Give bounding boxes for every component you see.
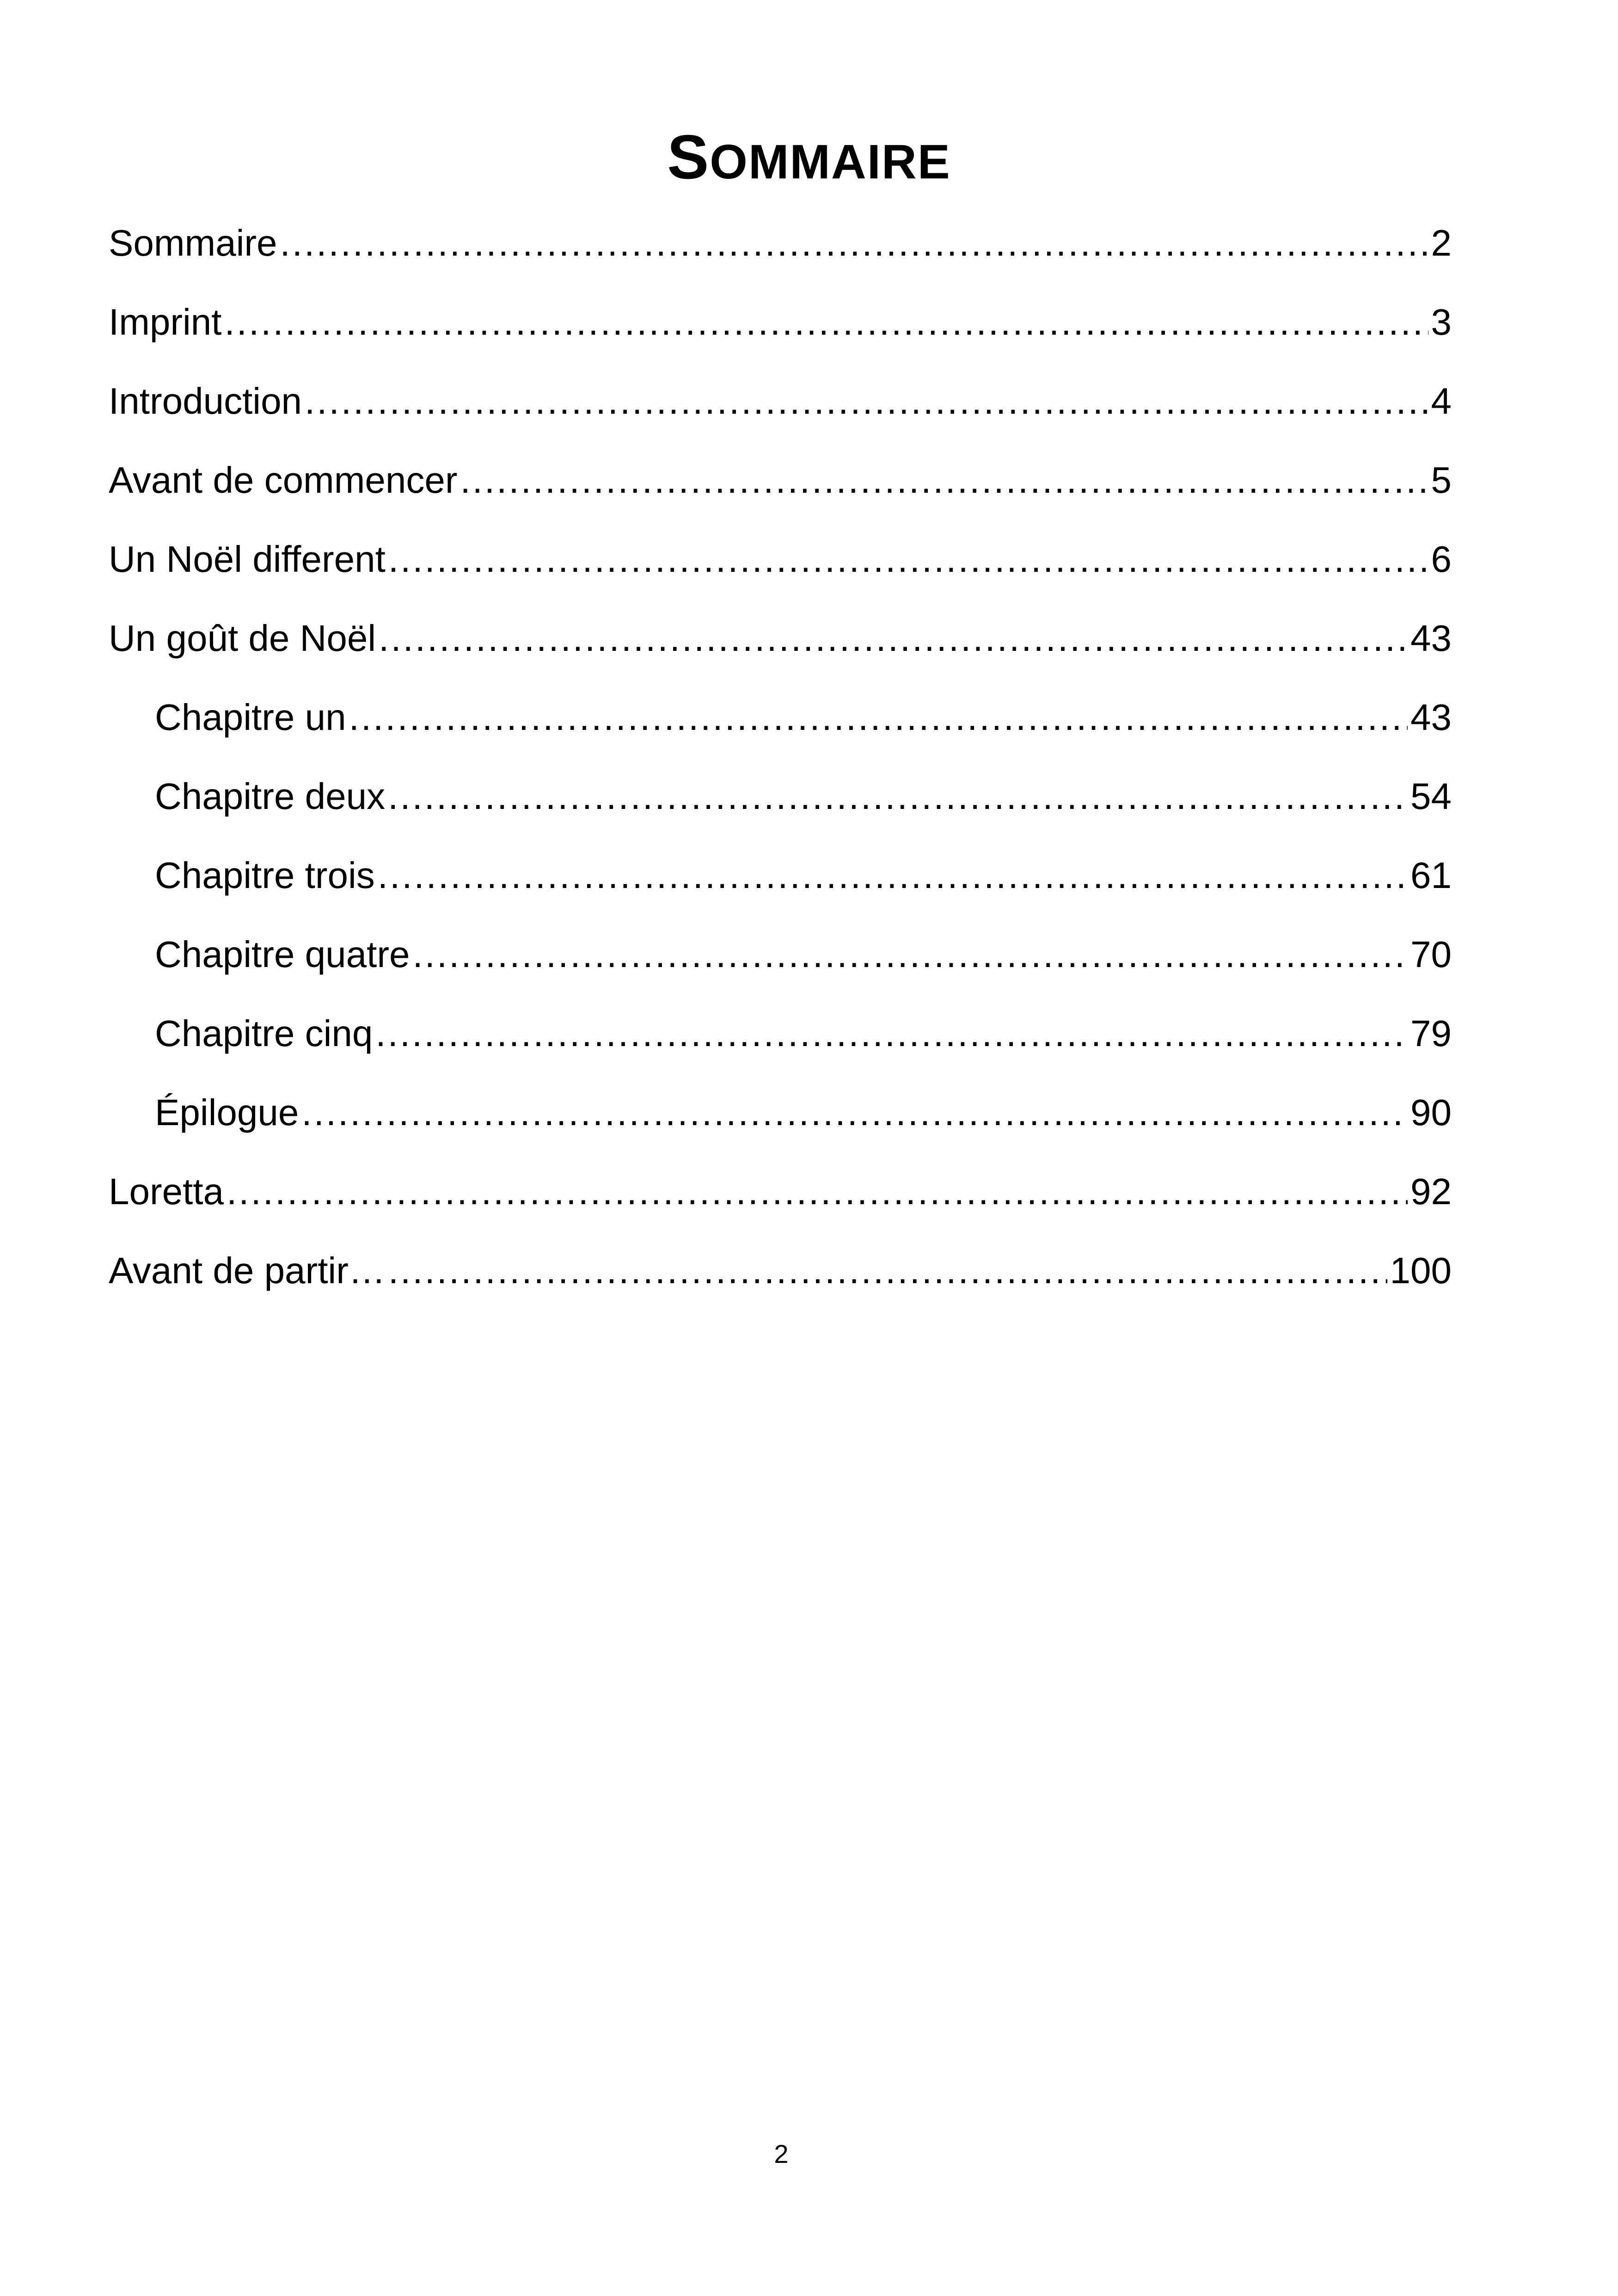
toc-dot-leader xyxy=(460,441,1428,520)
toc-subentry[interactable] xyxy=(109,836,1452,915)
toc-entry-label: Chapitre deux xyxy=(155,776,386,817)
toc-entry[interactable] xyxy=(109,599,1452,678)
toc-dot-leader xyxy=(388,520,1428,599)
toc-entry-page: 79 xyxy=(1410,1013,1452,1054)
toc-entry[interactable] xyxy=(109,1152,1452,1231)
toc-entry-page: 3 xyxy=(1431,301,1452,343)
toc-entry-page: 90 xyxy=(1410,1092,1452,1133)
toc-entry-label: Avant de commencer xyxy=(109,459,458,501)
toc-entry-page: 92 xyxy=(1410,1171,1452,1212)
toc-entry-label: Épilogue xyxy=(155,1092,299,1133)
toc-entry-label: Chapitre cinq xyxy=(155,1013,373,1054)
toc-dot-leader xyxy=(349,678,1408,757)
toc-entry-label: Un Noël different xyxy=(109,539,386,580)
title-initial: S xyxy=(667,122,710,192)
toc-dot-leader xyxy=(388,1231,1387,1310)
table-of-contents xyxy=(109,203,1452,1310)
toc-dot-leader xyxy=(280,203,1428,282)
toc-entry-page: 6 xyxy=(1431,539,1452,580)
toc-entry-page: 100 xyxy=(1390,1250,1452,1291)
toc-entry[interactable] xyxy=(109,361,1452,441)
toc-entry-label: Un goût de Noël xyxy=(109,618,376,659)
toc-entry-page: 2 xyxy=(1431,222,1452,263)
toc-dot-leader xyxy=(227,1152,1408,1231)
toc-entry-label: Imprint xyxy=(109,301,222,343)
toc-dot-leader xyxy=(225,282,1428,361)
toc-entry-page: 4 xyxy=(1431,380,1452,422)
page-number: 2 xyxy=(774,2139,789,2168)
toc-subentry[interactable] xyxy=(109,678,1452,757)
toc-entry[interactable] xyxy=(109,282,1452,361)
toc-entry-label: Chapitre un xyxy=(155,697,346,738)
toc-subentry[interactable] xyxy=(109,757,1452,836)
toc-subentry[interactable] xyxy=(109,994,1452,1073)
toc-entry-page: 54 xyxy=(1410,776,1452,817)
toc-dot-leader xyxy=(305,361,1428,441)
toc-dot-leader xyxy=(379,599,1408,678)
toc-entry-page: 43 xyxy=(1410,618,1452,659)
toc-entry[interactable] xyxy=(109,1231,1452,1310)
toc-entry-label: Introduction xyxy=(109,380,302,422)
page-title xyxy=(0,118,1618,202)
toc-entry-page: 70 xyxy=(1410,934,1452,975)
toc-dot-leader xyxy=(301,1073,1408,1152)
toc-subentry[interactable] xyxy=(109,915,1452,994)
toc-entry[interactable] xyxy=(109,520,1452,599)
toc-entry-label: Sommaire xyxy=(109,222,277,263)
toc-entry-label: Chapitre trois xyxy=(155,855,375,896)
toc-dot-leader xyxy=(378,836,1408,915)
toc-entry-page: 61 xyxy=(1410,855,1452,896)
toc-entry-page: 43 xyxy=(1410,697,1452,738)
toc-entry-label: Loretta xyxy=(109,1171,224,1212)
toc-subentry[interactable] xyxy=(109,1073,1452,1152)
toc-dot-leader xyxy=(375,994,1408,1073)
toc-entry[interactable] xyxy=(109,203,1452,282)
toc-entry-page: 5 xyxy=(1431,459,1452,501)
title-rest: OMMAIRE xyxy=(710,135,951,189)
toc-entry[interactable] xyxy=(109,441,1452,520)
toc-entry-label: Chapitre quatre xyxy=(155,934,410,975)
toc-dot-leader xyxy=(388,757,1408,836)
toc-dot-leader xyxy=(412,915,1408,994)
toc-entry-label: Avant de partir… xyxy=(109,1250,386,1291)
